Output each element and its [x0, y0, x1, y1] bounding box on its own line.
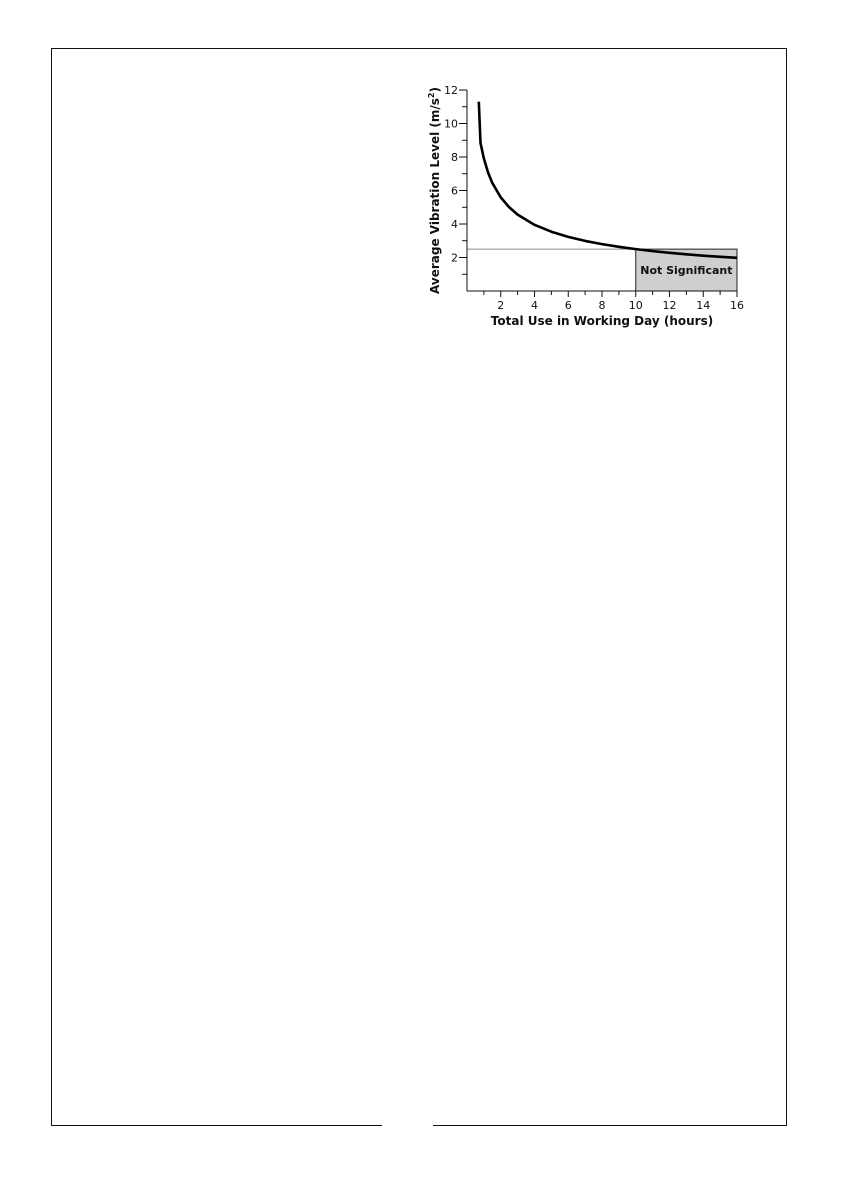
region-label: Not Significant — [640, 264, 733, 278]
y-tick-label: 8 — [451, 151, 458, 164]
y-axis-title-text: Average Vibration Level (m/s — [428, 98, 442, 294]
y-tick-label: 10 — [444, 117, 458, 131]
x-tick-label: 16 — [730, 299, 744, 312]
y-axis-title — [427, 87, 442, 294]
x-tick-label: 10 — [628, 299, 643, 312]
y-tick-label: 2 — [451, 251, 458, 265]
y-axis-title-close: ) — [428, 87, 442, 93]
x-tick-label: 6 — [564, 299, 572, 312]
vibration-chart — [418, 78, 748, 340]
x-tick-label: 4 — [531, 299, 538, 312]
bottom-rule-right — [433, 1125, 787, 1126]
y-tick-label: 6 — [451, 184, 458, 198]
x-tick-label: 12 — [662, 299, 677, 312]
plot-area — [444, 84, 744, 312]
x-tick-label: 2 — [497, 299, 505, 312]
x-tick-label: 8 — [598, 299, 606, 312]
y-tick-label: 12 — [444, 84, 458, 97]
y-axis-title-sup: 2 — [427, 92, 436, 99]
series-line — [479, 102, 737, 258]
x-tick-label: 14 — [696, 299, 711, 312]
x-axis-title: Total Use in Working Day (hours) — [490, 314, 714, 328]
y-tick-label: 4 — [451, 218, 458, 231]
bottom-rule-left — [51, 1125, 382, 1126]
